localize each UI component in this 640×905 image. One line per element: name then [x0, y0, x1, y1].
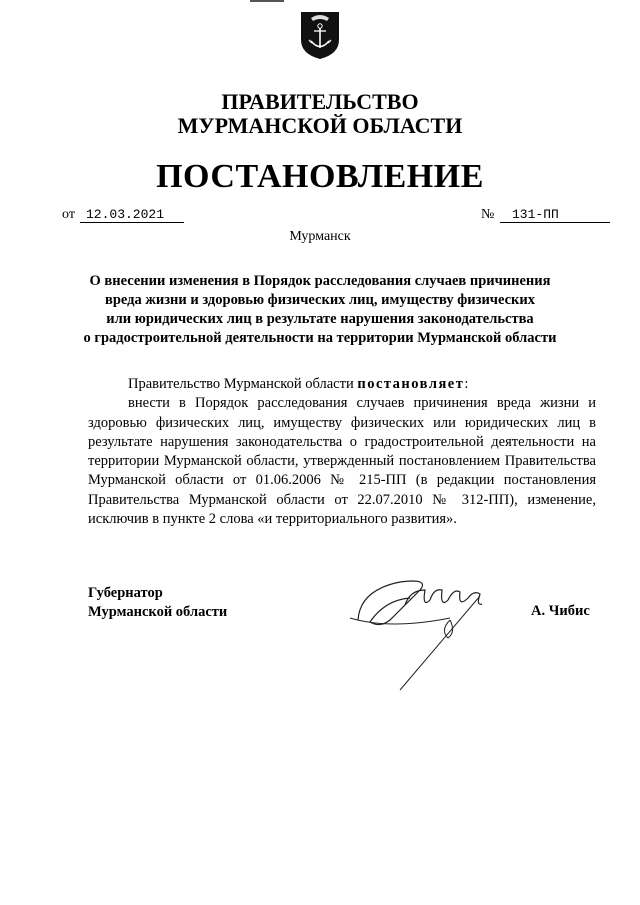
signatory-title-line1: Губернатор	[88, 585, 163, 601]
decree-colon: :	[464, 376, 469, 392]
document-subject	[70, 272, 570, 348]
decree-text: внести в Порядок расследования случаев причинения вреда жизни и здоровью физических лиц, имуществу физических или юридических лиц в результате нарушения законодательства о градостроительной деятельности на территории Мурманской области, утвержденный постановлением Правительства Мурманской области от 01.06.2006 № 215-ПП (в редакции постановления Правительства Мурманской области от 22.07.2010 № 312-ПП), изменение, исключив в пункте 2 слова «и территориального развития».	[88, 395, 596, 528]
document-date: 12.03.2021	[80, 207, 184, 223]
decree-word: постановляет	[357, 376, 465, 392]
subject-line: вреда жизни и здоровью физических лиц, имуществу физических	[105, 292, 535, 308]
signatory-title	[88, 584, 227, 622]
number-label: №	[481, 207, 495, 222]
signatory-title-line2: Мурманской области	[88, 604, 228, 620]
decree-lead: Правительство Мурманской области	[128, 376, 358, 392]
city: Мурманск	[289, 229, 351, 244]
signatory-name: А. Чибис	[531, 603, 590, 619]
org-name-line1: ПРАВИТЕЛЬСТВО	[221, 89, 419, 114]
date-label: от	[62, 207, 75, 222]
org-name-line2: МУРМАНСКОЙ ОБЛАСТИ	[177, 113, 463, 138]
handwritten-signature	[330, 560, 530, 700]
decree-intro	[88, 375, 596, 394]
top-scan-mark	[250, 0, 284, 2]
document-type: ПОСТАНОВЛЕНИЕ	[156, 158, 484, 195]
subject-line: о градостроительной деятельности на территории Мурманской области	[83, 330, 557, 346]
subject-line: О внесении изменения в Порядок расследования случаев причинения	[89, 273, 551, 289]
subject-line: или юридических лиц в результате нарушения законодательства	[106, 311, 534, 327]
murmansk-coat-of-arms-icon	[299, 10, 341, 60]
document-number: 131-ПП	[500, 207, 610, 223]
document-body	[88, 375, 596, 529]
